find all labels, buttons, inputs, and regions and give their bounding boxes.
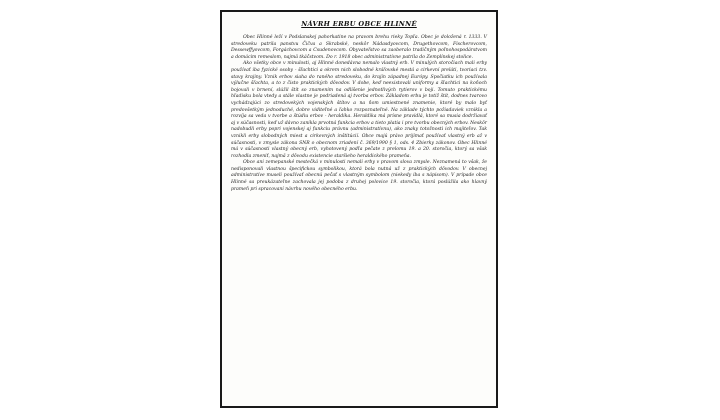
- paragraph-1: Obec Hlinné leží v Podslanskej pahorkatine na pravom brehu rieky Topľa. Obec je doložená r. 1333. V stredoveku patrila panstvu Čičva a Skrabské, neskôr Nádasdyovcom, Drugethovcom, Fischerovcom, Dessewffyovcom, Forgáchovcom a Csudenovcom. Obyvateľstvo sa zaoberalo tradičným poľnohospodárstvom a domácim remeslom, najmä tkáčstvom. Do r. 1918 obec administratívne patrila do Zemplínskej stolice.: [231, 35, 487, 60]
- document-title: NÁVRH ERBU OBCE HLINNÉ: [301, 20, 417, 28]
- document-body: [231, 35, 487, 193]
- document-frame: [220, 10, 498, 408]
- paragraph-3: Obce ani zemepanské mestečká v minulosti nemali erby v pravom slova zmysle. Neznamená to však, že nedisponovali vlastnou špecifickou symbolikou, ktorá bola nutná už z praktických dôvodov. V obecnej administratíve museli používať obecnú pečať s vlastným symbolom (niekedy iba s nápisom). V prípade obce Hlinné sa preukázateľne zachovala jej podoba z druhej polovice 19. storočia, ktorá poslúžila ako hlavný prameň pri spracovaní návrhu nového obecného erbu.: [231, 160, 487, 192]
- paragraph-2: Ako všetky obce v minulosti, aj Hlinné donedávna nemalo vlastný erb. V minulých storočiach mali erby používať iba fyzické osoby - šľachtici a okrem nich slobodné kráľovské mestá a cirkevní preláti, tvoriaci tzv. stavy krajiny. Vznik erbov siaha do raného stredoveku, do krajín západnej Európy. Spočiatku ich používala výlučne šľachta, a to z čisto praktických dôvodov. V dobe, keď neexistovali uniformy a šľachtici na koňoch bojovali v brnení, slúžil štít so znamením na odlíšenie jednotlivých rytierov v boji. Tomuto praktickému hľadisku bola vtedy a stále vlastne je podriadená aj tvorba erbov. Základom erbu je totiž štít, dodnes tvarovo vychádzajúci zo stredovekých vojenských štítov a na ňom umiestnené znamenie, ktoré by malo byť predovšetkým jednoduché, dobre viditeľné a ľahko rozpoznateľné. Na základe týchto požiadaviek vznikla a rozvíja sa veda v tvorbe a štúdiu erbov - heraldika. Heraldika má prísne pravidlá, ktoré sa musia dodržiavať aj v súčasnosti, keď už dávno zanikla prvotná funkcia erbov a tieto platia i pre tvorbu obecných erbov. Neskôr nadobudli erby popri vojenskej aj funkciu právnu (administratívnu), ako znaky totožnosti ich majiteľov. Tak vznikli erby slobodných miest a cirkevných inštitúcií. Obce majú právo prijímať používať vlastný erb až v súčasnosti, v zmysle zákona SNR o obecnom zriadení č. 369/1990 § 1, ods. 4 Zbierky zákonov. Obec Hlinné má v súčasnosti vlastný obecný erb, vyhotovený podľa pečate z prelomu 19. a 20. storočia, ktorý sa však rozhodla zmeniť, najmä z dôvodu existencie staršieho heraldického prameňa.: [231, 61, 487, 159]
